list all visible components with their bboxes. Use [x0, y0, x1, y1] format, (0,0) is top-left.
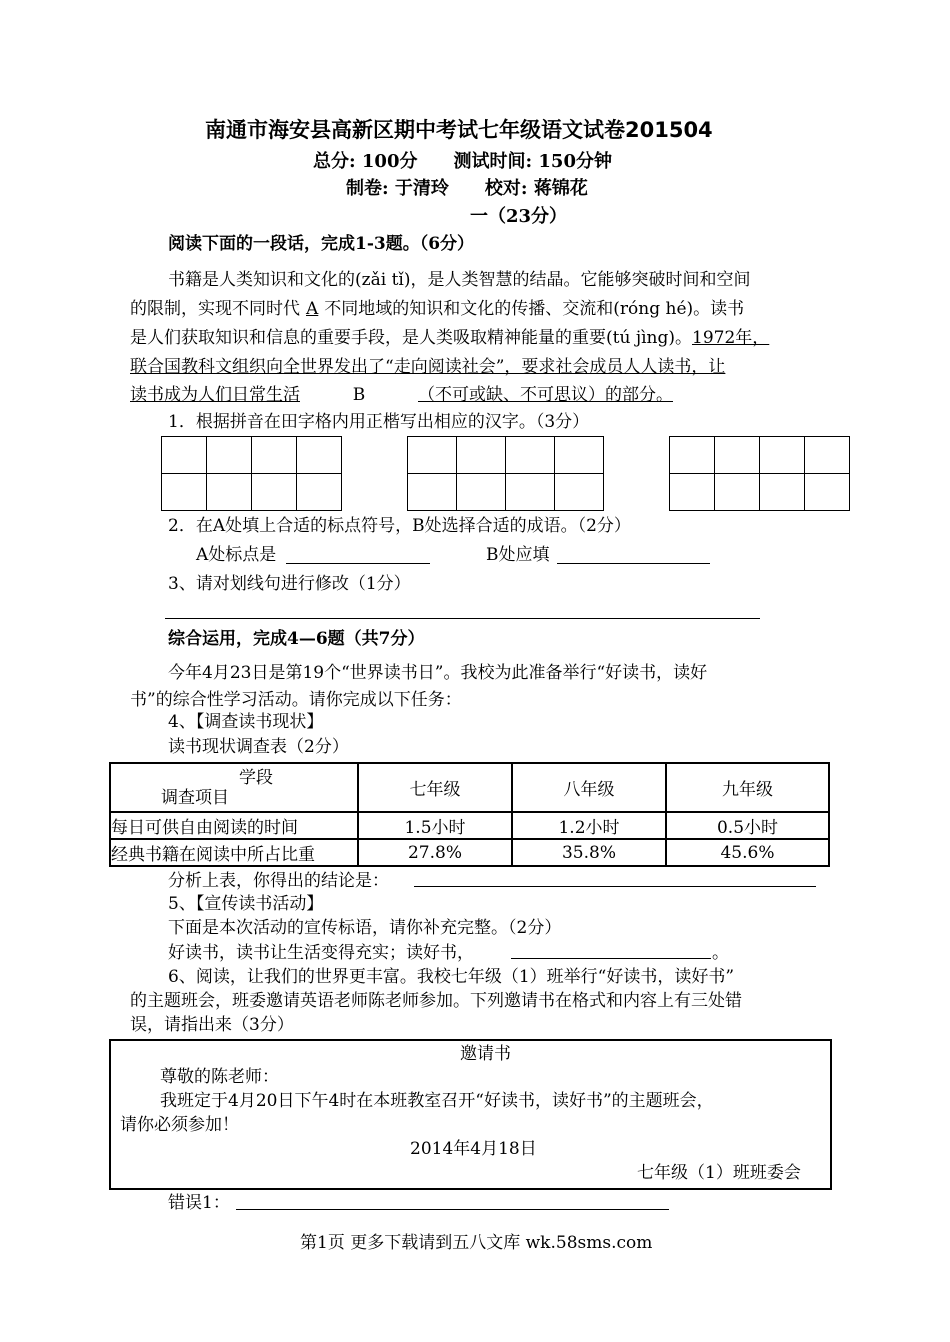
letter-greeting: 尊敬的陈老师： — [160, 1067, 279, 1087]
section-heading: 一（23分） — [470, 206, 568, 227]
q5-answer-line[interactable] — [511, 958, 711, 959]
corner-bottom: 调查项目 — [161, 787, 229, 808]
error-1-answer-line[interactable] — [236, 1209, 669, 1210]
intro-line-2: 书”的综合性学习活动。请你完成以下任务： — [130, 690, 462, 710]
conclusion-label: 分析上表，你得出的结论是： — [168, 871, 389, 891]
table-row — [110, 812, 829, 839]
q3-answer-line[interactable] — [165, 618, 760, 619]
section1-instruction: 阅读下面的一段话，完成1-3题。（6分） — [168, 234, 475, 254]
q2-b-answer-line[interactable] — [557, 563, 710, 564]
q6-line-1: 6、阅读，让我们的世界更丰富。我校七年级（1）班举行“好读书，读好书” — [168, 967, 735, 987]
writing-grid-2[interactable] — [407, 436, 604, 511]
question-2: 2．在A处填上合适的标点符号，B处选择合适的成语。（2分） — [168, 516, 631, 536]
intro-line-1: 今年4月23日是第19个“世界读书日”。我校为此准备举行“好读书，读好 — [168, 663, 708, 683]
question-4: 4、【调查读书现状】 — [168, 712, 324, 732]
error-1-label: 错误1： — [168, 1193, 230, 1213]
passage-line-1: 书籍是人类知识和文化的(zǎi tǐ)，是人类智慧的结晶。它能够突破时间和空间 — [168, 270, 751, 290]
blank-a: A — [306, 299, 319, 319]
column-header: 八年级 — [512, 763, 666, 812]
table-row — [110, 839, 829, 866]
corner-top: 学段 — [239, 767, 273, 788]
letter-body-2: 请你必须参加！ — [120, 1115, 239, 1135]
table-title: 读书现状调查表（2分） — [168, 737, 349, 757]
column-header: 七年级 — [358, 763, 512, 812]
score-time: 总分: 100分 测试时间: 150分钟 — [313, 151, 612, 172]
letter-signature: 七年级（1）班班委会 — [637, 1163, 801, 1183]
conclusion-answer-line[interactable] — [414, 886, 816, 887]
table-cell: 0.5小时 — [666, 812, 829, 839]
passage-line-3: 是人们获取知识和信息的重要手段，是人类吸取精神能量的重要(tú jìng)。1972年， — [130, 328, 770, 348]
letter-date: 2014年4月18日 — [410, 1139, 537, 1159]
table-corner — [110, 763, 358, 812]
letter-title: 邀请书 — [460, 1044, 511, 1064]
table-cell: 45.6% — [666, 839, 829, 866]
passage-line-5: 读书成为人们日常生活 B （不可或缺、不可思议）的部分。 — [130, 382, 673, 408]
underlined-sentence-start: 1972年， — [692, 328, 770, 348]
column-header: 九年级 — [666, 763, 829, 812]
section2-instruction: 综合运用，完成4—6题（共7分） — [168, 629, 425, 649]
q2-a-label: A处标点是 — [196, 545, 277, 565]
q5-end: 。 — [712, 943, 729, 963]
q6-line-3: 误，请指出来（3分） — [130, 1015, 294, 1035]
q5-slogan: 好读书，读书让生活变得充实；读好书， — [168, 943, 474, 963]
question-1: 1．根据拼音在田字格内用正楷写出相应的汉字。（3分） — [168, 412, 590, 432]
q5-description: 下面是本次活动的宣传标语，请你补充完整。（2分） — [168, 918, 562, 938]
reading-survey-table — [109, 762, 830, 867]
q2-a-answer-line[interactable] — [286, 563, 430, 564]
question-5: 5、【宣传读书活动】 — [168, 894, 324, 914]
blank-b: B — [352, 385, 366, 405]
row-label: 每日可供自由阅读的时间 — [110, 812, 358, 839]
q2-b-label: B处应填 — [486, 545, 550, 565]
page-footer: 第1页 更多下载请到五八文库 wk.58sms.com — [300, 1233, 653, 1253]
table-cell: 1.5小时 — [358, 812, 512, 839]
writing-grid-3[interactable] — [669, 436, 850, 511]
passage-line-4: 联合国教科文组织向全世界发出了“走向阅读社会”，要求社会成员人人读书，让 — [130, 357, 726, 377]
table-cell: 35.8% — [512, 839, 666, 866]
letter-body-1: 我班定于4月20日下午4时在本班教室召开“好读书，读好书”的主题班会， — [160, 1091, 714, 1111]
passage-line-2: 的限制，实现不同时代 A 不同地域的知识和文化的传播、交流和(róng hé)。读书 — [130, 299, 745, 319]
exam-title: 南通市海安县高新区期中考试七年级语文试卷201504 — [205, 118, 713, 142]
question-3: 3、请对划线句进行修改（1分） — [168, 574, 411, 594]
q6-line-2: 的主题班会，班委邀请英语老师陈老师参加。下列邀请书在格式和内容上有三处错 — [130, 991, 742, 1011]
table-cell: 27.8% — [358, 839, 512, 866]
table-cell: 1.2小时 — [512, 812, 666, 839]
row-label: 经典书籍在阅读中所占比重 — [110, 839, 358, 866]
writing-grid-1[interactable] — [161, 436, 342, 511]
authors: 制卷: 于清玲 校对: 蒋锦花 — [346, 178, 588, 199]
